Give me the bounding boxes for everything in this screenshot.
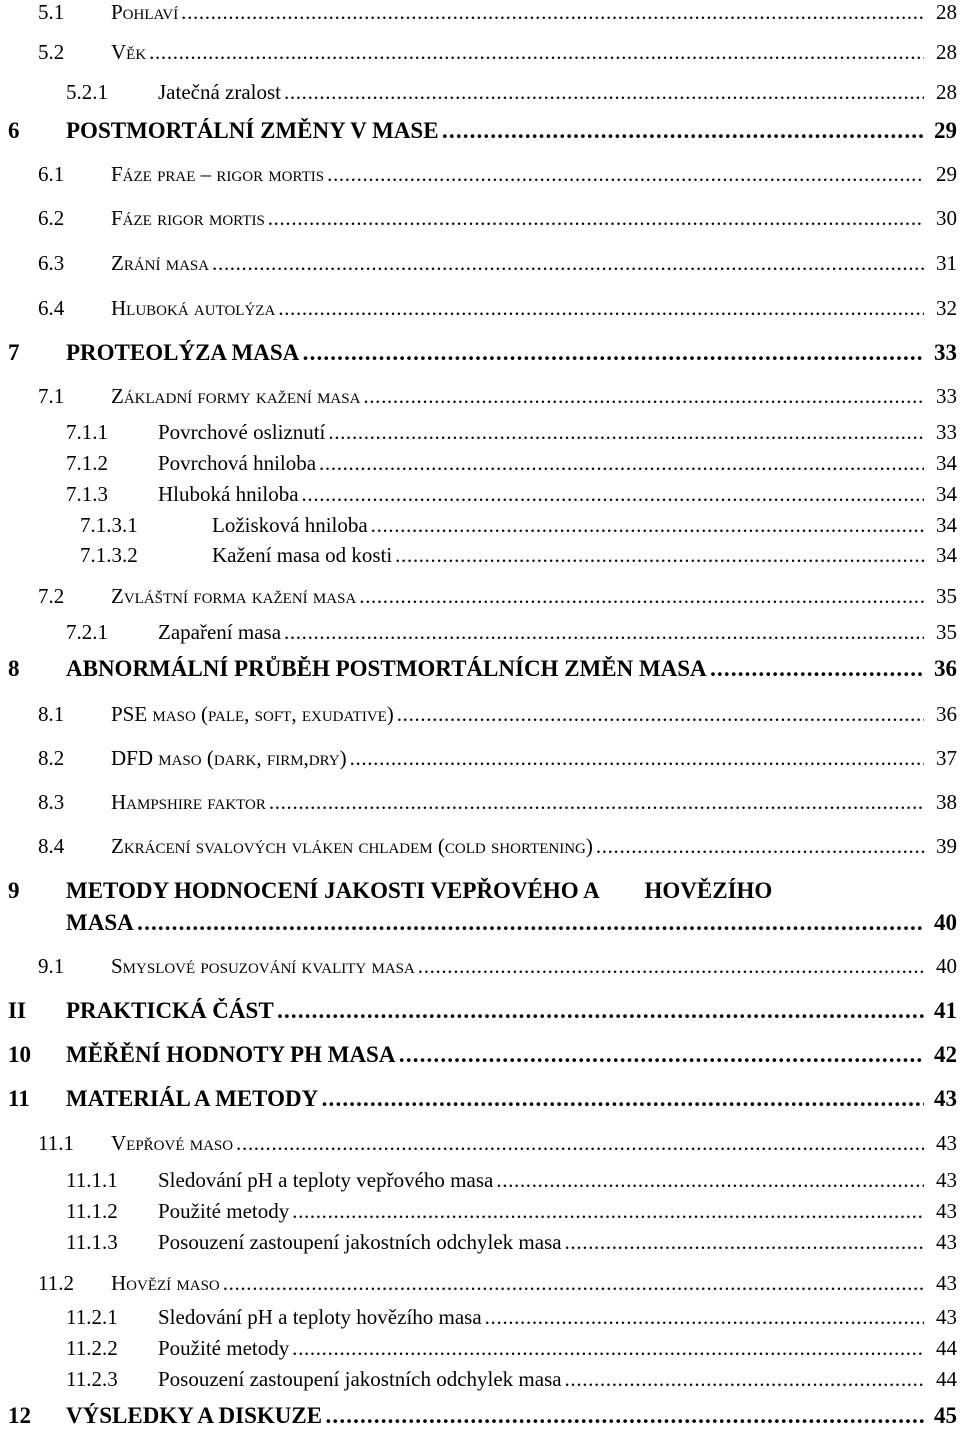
toc-entry-number: 7 <box>8 340 20 365</box>
toc-entry-number: 7.1.1 <box>66 420 108 444</box>
toc-entry-title: Povrchová hniloba . . . <box>158 451 924 476</box>
toc-entry-title: Hampshire faktor . . . <box>111 790 924 815</box>
toc-entry-title: Ložisková hniloba . . . <box>212 513 924 538</box>
toc-entry-page: 43 <box>932 1271 957 1296</box>
toc-entry-page: 43 <box>932 1199 957 1224</box>
toc-entry-number: 6.3 <box>38 251 65 275</box>
toc-entry-page: 43 <box>930 1086 957 1112</box>
toc-entry-title: Smyslové posuzování kvality masa . . . <box>111 954 924 979</box>
toc-entry-page: 34 <box>932 513 957 538</box>
toc-entry-page: 40 <box>930 910 957 936</box>
toc-entry-title: Zrání masa . . . <box>111 251 924 276</box>
toc-entry-title: ABNORMÁLNÍ PRŮBĚH POSTMORTÁLNÍCH ZMĚN MASA . . . <box>66 656 924 682</box>
toc-entry-page: 33 <box>932 420 957 445</box>
toc-entry-title: PROTEOLÝZA MASA . . . <box>66 340 924 366</box>
toc-entry-page: 43 <box>932 1305 957 1330</box>
toc-entry-number: 11.2.3 <box>66 1367 118 1391</box>
toc-entry-number: 7.1.3 <box>66 482 108 506</box>
toc-entry-title: Věk . . . <box>111 40 924 65</box>
toc-entry-title: Použité metody . . . <box>158 1336 924 1361</box>
toc-entry-number: 10 <box>8 1042 31 1067</box>
toc-entry-number: 5.2.1 <box>66 80 108 104</box>
toc-entry-number: 8.4 <box>38 834 65 858</box>
toc-entry-title: Hluboká hniloba . . . <box>158 482 924 507</box>
toc-entry-title: Jatečná zralost . . . <box>158 80 924 105</box>
toc-entry-page: 31 <box>932 251 957 276</box>
toc-entry-title: Sledování pH a teploty hovězího masa . . . <box>158 1305 924 1330</box>
toc-entry-title: Zkrácení svalových vláken chladem (cold shortening) . . . <box>111 834 924 859</box>
toc-entry-page: 35 <box>932 620 957 645</box>
toc-entry-number: 9 <box>8 878 20 903</box>
toc-entry-page: 32 <box>932 296 957 321</box>
toc-entry-title: Použité metody . . . <box>158 1199 924 1224</box>
toc-entry-page: 40 <box>932 954 957 979</box>
toc-entry-page: 29 <box>932 162 957 187</box>
toc-entry-number: 11.1.1 <box>66 1168 118 1192</box>
toc-entry-title: Posouzení zastoupení jakostních odchylek masa . . . <box>158 1367 924 1392</box>
toc-entry-number: 7.2.1 <box>66 620 108 644</box>
toc-entry-page: 30 <box>932 206 957 231</box>
toc-entry-number: 6.1 <box>38 162 65 186</box>
toc-entry-title-line1: METODY HODNOCENÍ JAKOSTI VEPŘOVÉHO A HOVĚZÍHO <box>66 878 773 903</box>
toc-entry-title: Pohlaví . . . <box>111 0 924 25</box>
toc-entry-page: 36 <box>930 656 957 682</box>
toc-entry-page: 37 <box>932 746 957 771</box>
toc-entry-number: 7.1 <box>38 384 65 408</box>
toc-entry-number: 6.2 <box>38 206 65 230</box>
toc-entry-page: 38 <box>932 790 957 815</box>
toc-entry-number: 11 <box>8 1086 30 1111</box>
toc-entry-title: MĚŘĚNÍ HODNOTY PH MASA . . . <box>66 1042 924 1068</box>
toc-entry-page: 28 <box>932 40 957 65</box>
toc-entry-number: II <box>8 998 26 1023</box>
toc-entry-number: 11.1 <box>38 1131 74 1155</box>
toc-entry-title: Zvláštní forma kažení masa . . . <box>111 584 924 609</box>
toc-entry-title: Kažení masa od kosti . . . <box>212 543 924 568</box>
toc-entry-number: 8.3 <box>38 790 65 814</box>
toc-entry-title: Základní formy kažení masa . . . <box>111 384 924 409</box>
toc-entry-title: DFD maso (dark, firm,dry) . . . <box>111 746 924 771</box>
toc-entry-page: 33 <box>930 340 957 366</box>
toc-entry-page: 28 <box>932 0 957 25</box>
toc-entry-title: Hluboká autolýza . . . <box>111 296 924 321</box>
toc-entry-number: 11.2 <box>38 1271 74 1295</box>
toc-entry-page: 29 <box>930 118 957 144</box>
toc-entry-page: 34 <box>932 482 957 507</box>
toc-entry-page: 28 <box>932 80 957 105</box>
toc-entry-title: MASA . . . <box>66 910 924 936</box>
toc-entry-number: 6.4 <box>38 296 65 320</box>
toc-entry-title: PRAKTICKÁ ČÁST . . . <box>66 998 924 1024</box>
toc-entry-number: 11.2.1 <box>66 1305 118 1329</box>
toc-entry-number: 5.2 <box>38 40 65 64</box>
toc-entry-page: 39 <box>932 834 957 859</box>
toc-entry-title: Vepřové maso . . . <box>111 1131 924 1156</box>
toc-entry-page: 42 <box>930 1042 957 1068</box>
toc-entry-title: Posouzení zastoupení jakostních odchylek masa . . . <box>158 1230 924 1255</box>
toc-entry-title: PSE maso (pale, soft, exudative) . . . <box>111 702 924 727</box>
toc-entry-page: 35 <box>932 584 957 609</box>
toc-entry-page: 43 <box>932 1168 957 1193</box>
toc-entry-number: 7.2 <box>38 584 65 608</box>
toc-entry-number: 8 <box>8 656 20 681</box>
toc-entry-title: Povrchové osliznutí . . . <box>158 420 924 445</box>
toc-entry-number: 7.1.3.1 <box>80 513 138 537</box>
toc-entry-number: 5.1 <box>38 0 65 24</box>
toc-entry-number: 11.1.2 <box>66 1199 118 1223</box>
toc-entry-title: MATERIÁL A METODY . . . <box>66 1086 924 1112</box>
toc-entry-page: 45 <box>930 1403 957 1429</box>
toc-entry-title: Zapaření masa . . . <box>158 620 924 645</box>
toc-entry-page: 34 <box>932 543 957 568</box>
toc-entry-page: 36 <box>932 702 957 727</box>
toc-entry-page: 44 <box>932 1336 957 1361</box>
toc-entry-title: Hovězí maso . . . <box>111 1271 924 1296</box>
toc-entry-page: 43 <box>932 1131 957 1156</box>
toc-entry-title: POSTMORTÁLNÍ ZMĚNY V MASE . . . <box>66 118 924 144</box>
toc-entry-page: 44 <box>932 1367 957 1392</box>
toc-entry-number: 7.1.2 <box>66 451 108 475</box>
toc-entry-page: 33 <box>932 384 957 409</box>
toc-entry-number: 9.1 <box>38 954 65 978</box>
toc-entry-title: Sledování pH a teploty vepřového masa . . . <box>158 1168 924 1193</box>
toc-entry-title: Fáze rigor mortis . . . <box>111 206 924 231</box>
toc-entry-number: 8.1 <box>38 702 65 726</box>
toc-entry-number: 8.2 <box>38 746 65 770</box>
toc-entry-page: 43 <box>932 1230 957 1255</box>
toc-entry-title: VÝSLEDKY A DISKUZE . . . <box>66 1403 924 1429</box>
toc-entry-number: 11.1.3 <box>66 1230 118 1254</box>
toc-entry-number: 12 <box>8 1403 31 1428</box>
toc-entry-number: 11.2.2 <box>66 1336 118 1360</box>
toc-entry-title: Fáze prae – rigor mortis . . . <box>111 162 924 187</box>
toc-entry-number: 7.1.3.2 <box>80 543 138 567</box>
toc-entry-page: 34 <box>932 451 957 476</box>
toc-entry-number: 6 <box>8 118 20 143</box>
toc-entry-page: 41 <box>930 998 957 1024</box>
